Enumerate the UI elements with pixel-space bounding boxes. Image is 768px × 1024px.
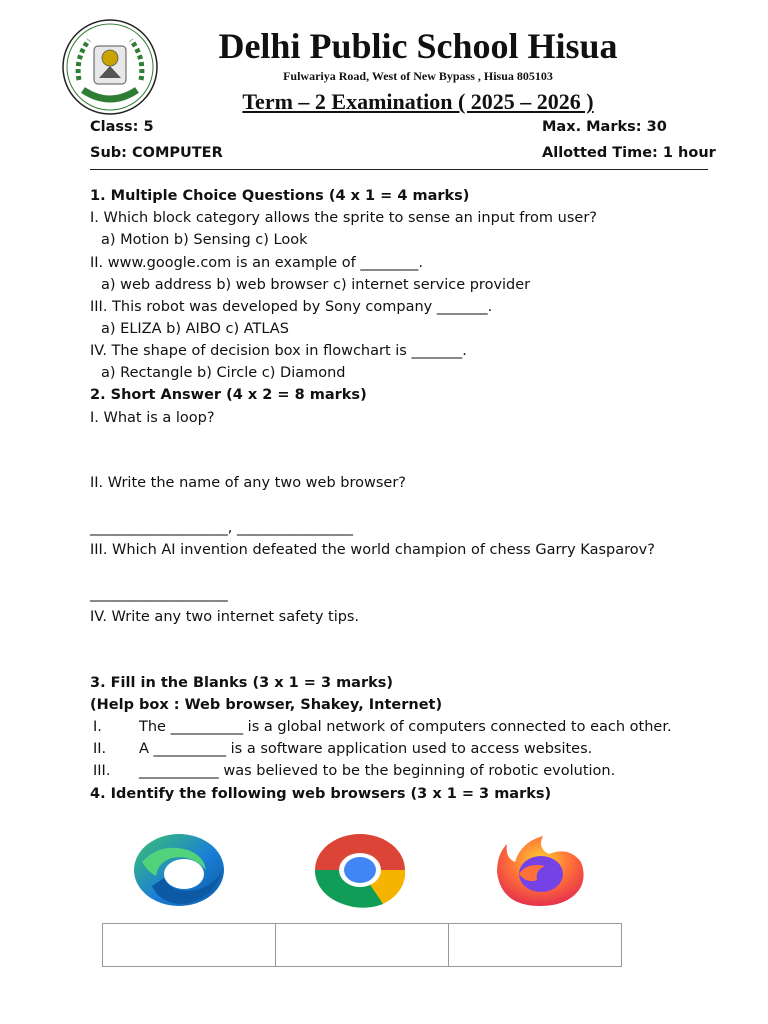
section3-heading: 3. Fill in the Blanks (3 x 1 = 3 marks)	[90, 675, 394, 691]
header-divider	[90, 169, 708, 170]
mcq-options: a) Rectangle b) Circle c) Diamond	[101, 365, 346, 381]
answer-blank: ___________________, ________________	[90, 520, 353, 536]
answer-table	[102, 923, 622, 967]
max-marks: Max. Marks: 30	[542, 119, 667, 135]
section4-heading: 4. Identify the following web browsers (3 x 1 = 3 marks)	[90, 786, 552, 802]
short-answer-question: IV. Write any two internet safety tips.	[90, 609, 360, 625]
school-name: Delhi Public School Hisua	[218, 26, 618, 66]
mcq-question: IV. The shape of decision box in flowchart is _______.	[90, 343, 467, 359]
mcq-question: III. This robot was developed by Sony company _______.	[90, 299, 493, 315]
section2-heading: 2. Short Answer (4 x 2 = 8 marks)	[90, 387, 367, 403]
subject-label: Sub: COMPUTER	[90, 145, 223, 161]
answer-cell[interactable]	[448, 924, 621, 966]
school-logo	[61, 18, 159, 116]
section1-heading: 1. Multiple Choice Questions (4 x 1 = 4 marks)	[90, 188, 470, 204]
chrome-icon	[313, 832, 407, 908]
fill-blank-item: ___________ was believed to be the beginning of robotic evolution.	[139, 763, 616, 779]
school-address: Fulwariya Road, West of New Bypass , Hisua 805103	[283, 69, 553, 83]
blank-number: II.	[93, 741, 107, 757]
fill-blank-item: A __________ is a software application used to access websites.	[139, 741, 593, 757]
answer-cell[interactable]	[275, 924, 448, 966]
mcq-options: a) web address b) web browser c) internet service provider	[101, 277, 531, 293]
short-answer-question: II. Write the name of any two web browser?	[90, 475, 406, 491]
mcq-options: a) ELIZA b) AIBO c) ATLAS	[101, 321, 289, 337]
answer-cell[interactable]	[103, 924, 275, 966]
blank-number: I.	[93, 719, 102, 735]
class-label: Class: 5	[90, 119, 154, 135]
help-box: (Help box : Web browser, Shakey, Internet)	[90, 697, 443, 713]
short-answer-question: III. Which AI invention defeated the world champion of chess Garry Kasparov?	[90, 542, 655, 558]
answer-blank: ___________________	[90, 586, 228, 602]
short-answer-question: I. What is a loop?	[90, 410, 215, 426]
exam-title: Term – 2 Examination ( 2025 – 2026 )	[242, 89, 594, 114]
mcq-question: I. Which block category allows the sprite to sense an input from user?	[90, 210, 597, 226]
allotted-time: Allotted Time: 1 hour	[542, 145, 716, 161]
mcq-options: a) Motion b) Sensing c) Look	[101, 232, 308, 248]
firefox-icon	[493, 832, 587, 908]
fill-blank-item: The __________ is a global network of computers connected to each other.	[139, 719, 672, 735]
blank-number: III.	[93, 763, 111, 779]
mcq-question: II. www.google.com is an example of ________.	[90, 255, 424, 271]
edge-icon	[132, 832, 226, 908]
